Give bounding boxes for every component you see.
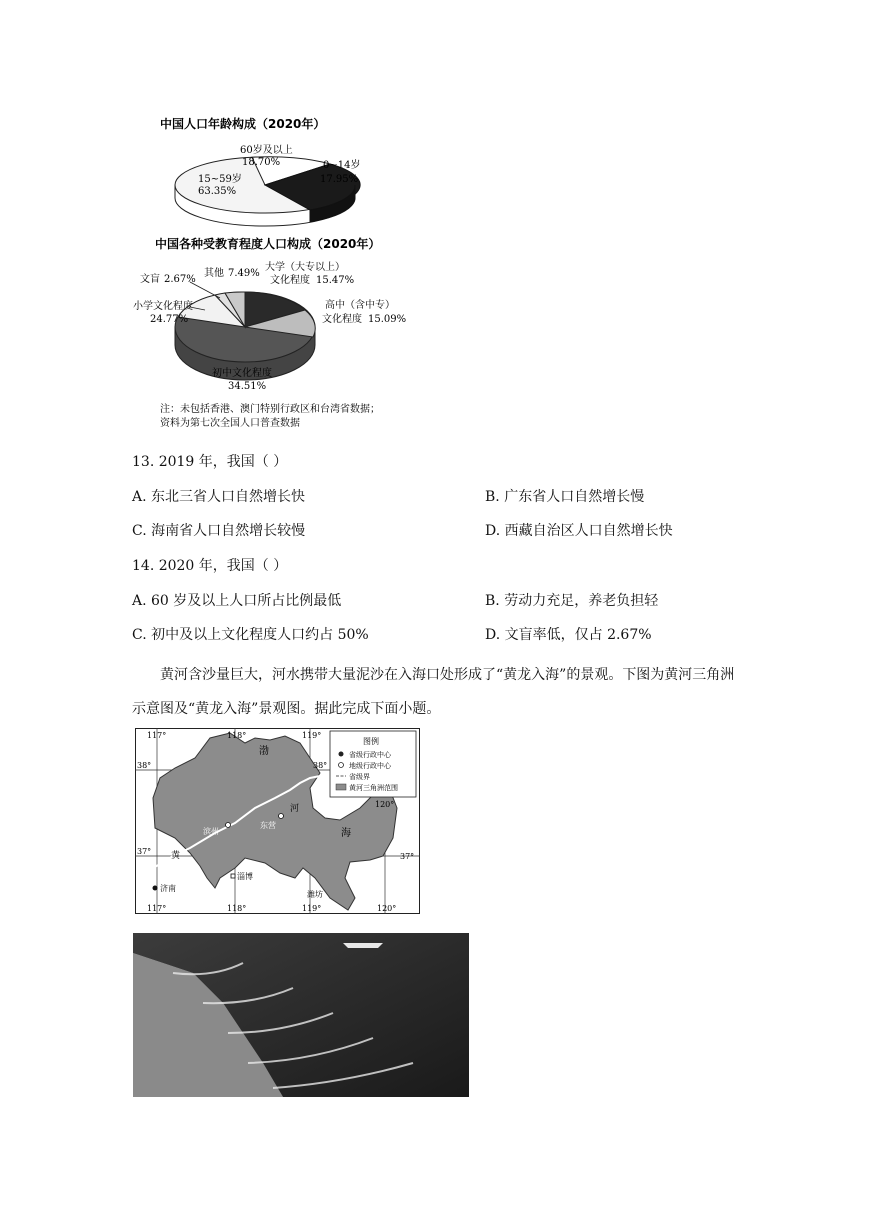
q14-option-d[interactable]: D. 文盲率低，仅占 2.67%	[485, 627, 652, 643]
legend-item-2: 地级行政中心	[349, 762, 391, 770]
legend-title: 图例	[363, 737, 379, 746]
lat-right-37: 37°	[400, 852, 415, 861]
legend-delta-area-icon	[336, 784, 346, 790]
legend-item-4: 黄河三角洲范围	[349, 784, 398, 792]
q14-option-b[interactable]: B. 劳动力充足，养老负担轻	[485, 593, 659, 609]
q13-option-d[interactable]: D. 西藏自治区人口自然增长快	[485, 523, 673, 539]
city-jinan: 济南	[160, 884, 176, 893]
edu-label2-highschool: 文化程度	[322, 314, 362, 325]
age-value-15-59: 63.35%	[198, 186, 237, 197]
edu-pie-body	[175, 292, 315, 380]
sea-label-hai: 海	[341, 828, 351, 839]
q14-stem: 14. 2020 年，我国（ ）	[132, 558, 288, 574]
age-label-15-59: 15~59岁	[198, 174, 242, 185]
lat-right-38: 38°	[313, 761, 328, 770]
lon-bottom-117: 117°	[147, 904, 167, 913]
edu-label2-college: 文化程度	[270, 275, 310, 286]
q14-option-a[interactable]: A. 60 岁及以上人口所占比例最低	[132, 593, 342, 609]
q14-option-c[interactable]: C. 初中及以上文化程度人口约占 50%	[132, 627, 369, 643]
education-pie-svg	[130, 232, 460, 437]
yellow-river-delta-map	[135, 728, 420, 914]
lon-bottom-118: 118°	[227, 904, 247, 913]
edu-value-other: 7.49%	[228, 268, 260, 279]
age-pie-svg	[130, 110, 450, 230]
city-marker-jinan-icon	[153, 886, 158, 891]
edu-label-other: 其他	[204, 268, 224, 279]
lon-bottom-120: 120°	[377, 904, 397, 913]
age-value-60plus: 18.70%	[242, 157, 281, 168]
q13-stem: 13. 2019 年，我国（ ）	[132, 454, 288, 470]
lon-bottom-119: 119°	[302, 904, 322, 913]
education-pie-chart	[130, 232, 460, 437]
edu-value-primary: 24.77%	[150, 314, 189, 325]
edu-chart-title: 中国各种受教育程度人口构成（2020年）	[155, 237, 381, 251]
map-svg	[135, 728, 420, 914]
city-marker-zibo-icon	[231, 874, 235, 878]
city-dongying: 东营	[260, 821, 276, 830]
legend-provincial-center-icon	[339, 752, 344, 757]
edu-note-1: 注：未包括香港、澳门特别行政区和台湾省数据；	[160, 404, 380, 415]
age-label-0-14: 0~14岁	[323, 160, 361, 171]
edu-value-highschool: 15.09%	[368, 314, 407, 325]
lat-left-38: 38°	[137, 761, 152, 770]
edu-label-illiterate: 文盲	[140, 274, 160, 285]
age-value-0-14: 17.95%	[320, 174, 359, 185]
lon-120-top: 120°	[375, 800, 395, 809]
legend-item-3: 省级界	[349, 773, 370, 781]
photo-svg	[133, 933, 469, 1097]
intro-paragraph: 黄河含沙量巨大，河水携带大量泥沙在入海口处形成了“黄龙入海”的景观。下图为黄河三角洲示意图及“黄龙入海”景观图。据此完成下面小题。	[132, 667, 735, 717]
q13-option-b[interactable]: B. 广东省人口自然增长慢	[485, 489, 645, 505]
edu-note-2: 资料为第七次全国人口普查数据	[160, 418, 300, 429]
city-marker-binzhou-icon	[226, 823, 231, 828]
edu-label-college: 大学（大专以上）	[265, 262, 345, 273]
q13-option-a[interactable]: A. 东北三省人口自然增长快	[132, 489, 306, 505]
edu-label-middle: 初中文化程度	[212, 368, 272, 379]
lon-top-117: 117°	[147, 731, 167, 740]
map-legend	[330, 731, 416, 797]
river-label-he: 河	[290, 804, 300, 814]
age-pie-chart	[130, 110, 450, 230]
q13-option-c[interactable]: C. 海南省人口自然增长较慢	[132, 523, 306, 539]
age-label-60plus: 60岁及以上	[240, 145, 293, 156]
edu-label-highschool: 高中（含中专）	[325, 300, 395, 311]
edu-label-primary: 小学文化程度	[133, 301, 193, 312]
lon-top-118: 118°	[227, 731, 247, 740]
city-binzhou: 滨州	[203, 827, 219, 836]
age-chart-title: 中国人口年龄构成（2020年）	[160, 117, 326, 131]
edu-value-college: 15.47%	[316, 275, 355, 286]
sea-label-bo: 渤	[259, 746, 269, 757]
lon-top-119: 119°	[302, 731, 322, 740]
river-label-huang: 黄	[171, 851, 181, 861]
city-zibo: 淄博	[237, 872, 253, 881]
lat-left-37: 37°	[137, 847, 152, 856]
legend-prefecture-center-icon	[339, 763, 344, 768]
edu-value-illiterate: 2.67%	[164, 274, 196, 285]
yellow-river-sea-photo	[133, 933, 469, 1097]
edu-value-middle: 34.51%	[228, 381, 267, 392]
city-weifang: 潍坊	[307, 890, 323, 899]
city-marker-dongying-icon	[279, 814, 284, 819]
legend-item-1: 省级行政中心	[349, 751, 391, 759]
boat-icon	[343, 943, 383, 948]
